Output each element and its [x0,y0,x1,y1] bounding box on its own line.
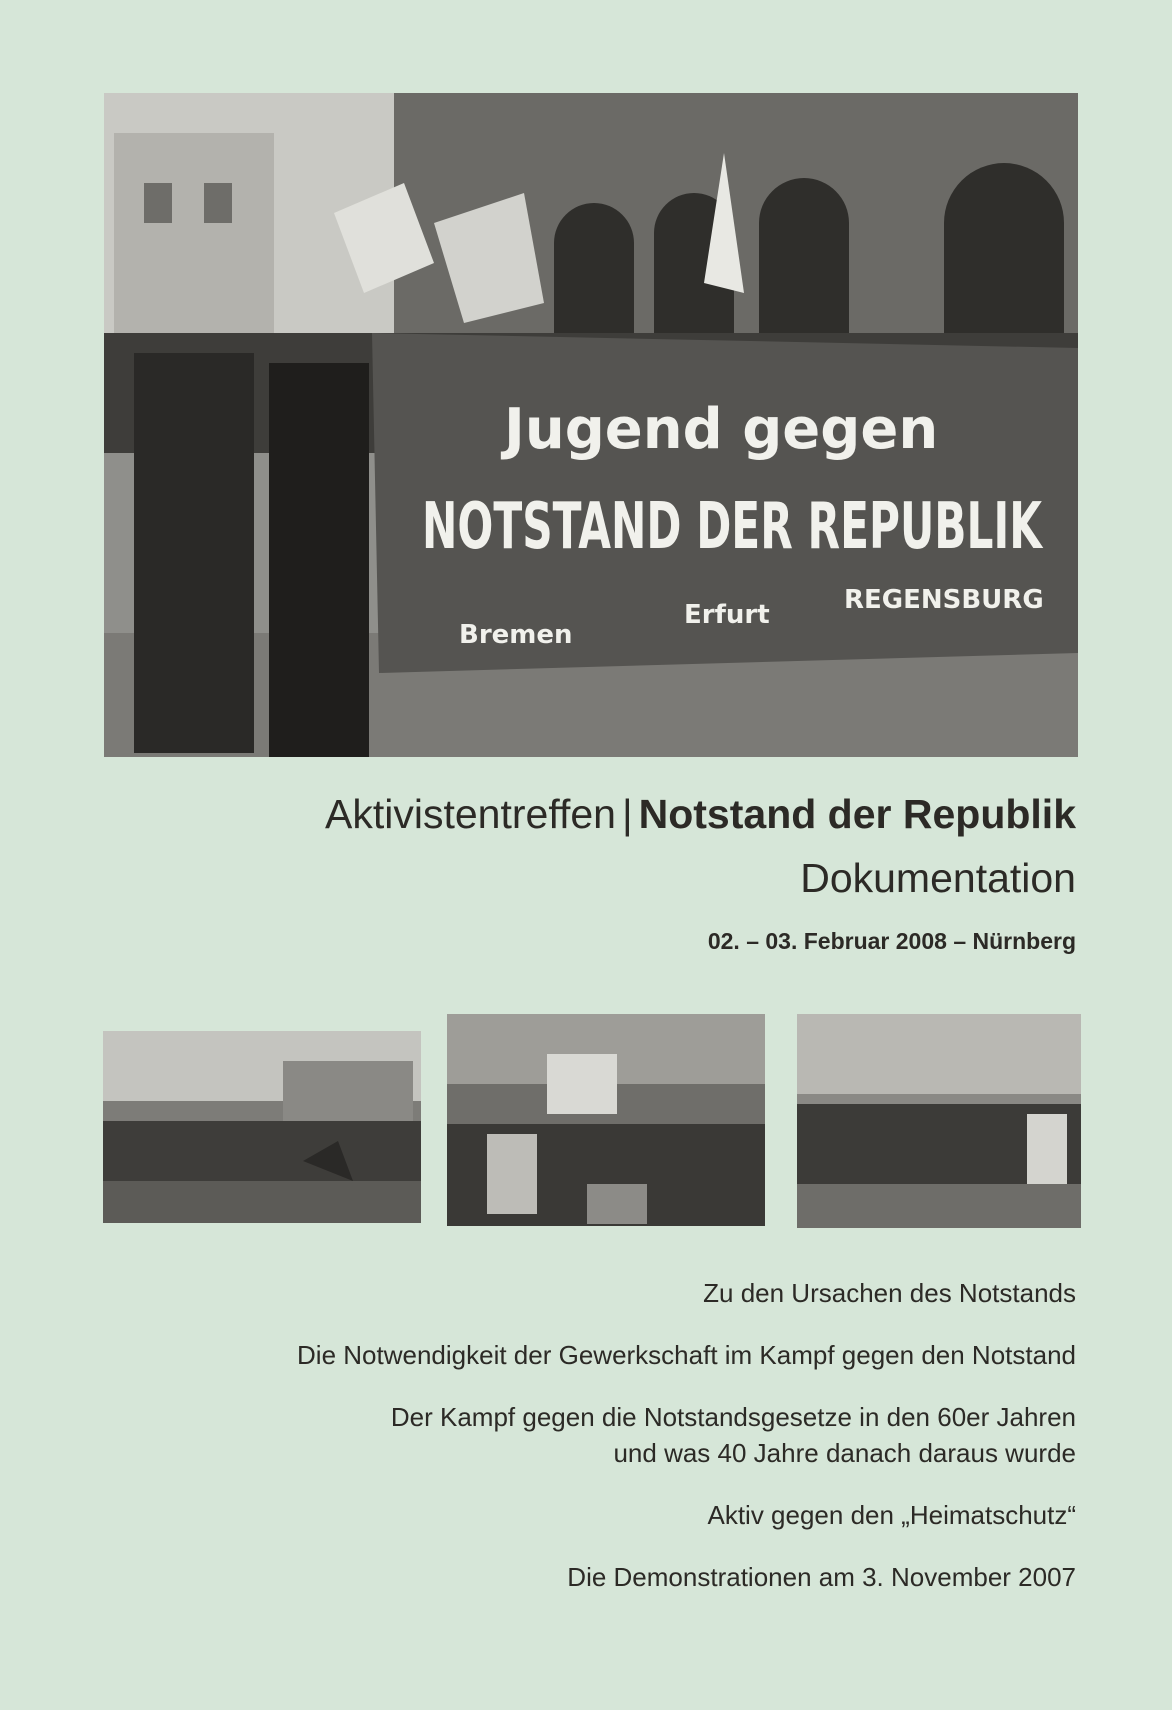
topic-item [96,1497,1076,1533]
banner-city-2: Erfurt [684,600,770,630]
cover-subtitle: Dokumentation [800,855,1076,901]
topic-item [96,1275,1076,1311]
title-separator: | [621,791,633,837]
hero-photo-image [104,93,1078,757]
topic-line: Der Kampf gegen die Notstandsgesetze in den 60er Jahren [390,1402,1076,1432]
topic-line: Aktiv gegen den „Heimatschutz“ [707,1500,1076,1530]
topic-line: Die Notwendigkeit der Gewerkschaft im Kampf gegen den Notstand [297,1340,1076,1370]
banner-text-2: NOTSTAND DER REPUBLIK [422,490,1044,564]
topic-item [96,1559,1076,1595]
topic-line: Zu den Ursachen des Notstands [703,1278,1076,1308]
topic-line: und was 40 Jahre danach daraus wurde [613,1438,1076,1468]
topics-list [96,1275,1076,1621]
topic-item [96,1337,1076,1373]
thumbnail-photo-1 [103,1031,421,1223]
thumbnail-photo-2 [447,1014,765,1226]
thumbnail-image-1 [103,1031,421,1223]
date-place: 02. – 03. Februar 2008 – Nürnberg [707,928,1076,954]
title-main: Notstand der Republik [638,791,1076,837]
banner-city-1: Bremen [459,620,573,650]
thumbnail-image-3 [797,1014,1081,1228]
topic-item [96,1399,1076,1471]
title-prefix: Aktivistentreffen [325,791,616,837]
banner-text-1: Jugend gegen [504,397,939,462]
cover-title [325,786,1076,842]
banner-city-3: REGENSBURG [844,585,1044,615]
thumbnail-photo-3 [797,1014,1081,1228]
topic-line: Die Demonstrationen am 3. November 2007 [567,1562,1076,1592]
thumbnail-image-2 [447,1014,765,1226]
hero-photo [104,93,1078,757]
